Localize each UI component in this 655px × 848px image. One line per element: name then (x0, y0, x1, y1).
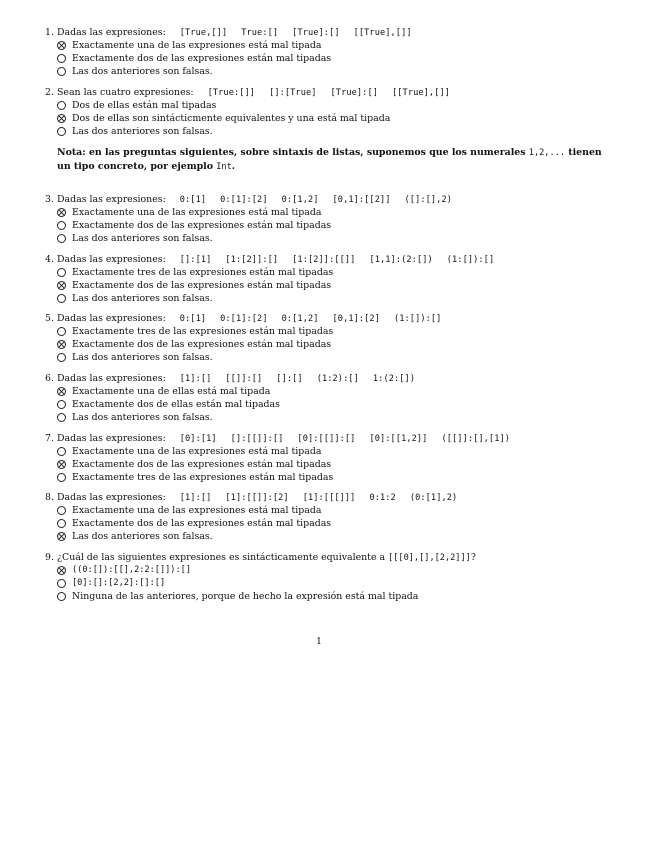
question-9 (45, 551, 625, 603)
answer-option-label: ((0:[]):[[],2:2:[]]):[] (72, 565, 191, 575)
expression: 0:[1]:[2] (220, 195, 268, 205)
expression: True:[] (241, 28, 279, 38)
question-text: Sean las cuatro expresiones: (57, 87, 194, 98)
expression: (1:[]):[] (393, 314, 442, 324)
answer-option[interactable] (45, 206, 625, 219)
answer-option[interactable] (45, 338, 625, 351)
answer-option[interactable] (45, 112, 625, 125)
question-5 (45, 312, 625, 364)
expression: [True:[]] (207, 88, 256, 98)
answer-option[interactable] (45, 517, 625, 530)
question-3 (45, 193, 625, 245)
radio-checked-icon[interactable] (57, 281, 66, 290)
answer-option-label: Las dos anteriores son falsas. (72, 233, 213, 244)
question-8 (45, 491, 625, 543)
question-6 (45, 372, 625, 424)
answer-option-label: Exactamente tres de las expresiones están mal tipadas (72, 267, 334, 278)
answer-option-label: Las dos anteriores son falsas. (72, 412, 213, 423)
note-type: Int (216, 162, 232, 172)
answer-option[interactable] (45, 471, 625, 484)
expression: ([]:[],2) (404, 195, 452, 205)
answer-option[interactable] (45, 99, 625, 112)
question-prompt (45, 253, 625, 266)
question-number: 3. (45, 194, 54, 205)
question-7 (45, 432, 625, 484)
answer-option-label: Exactamente dos de ellas están mal tipadas (72, 399, 280, 410)
radio-checked-icon[interactable] (57, 114, 66, 123)
expression: (1:[]):[] (446, 255, 495, 265)
radio-empty-icon[interactable] (57, 519, 66, 528)
answer-option[interactable] (45, 279, 625, 292)
answer-option-label: Exactamente dos de las expresiones están mal tipadas (72, 459, 332, 470)
expression: (0:[1],2) (409, 493, 458, 503)
radio-empty-icon[interactable] (57, 353, 66, 362)
answer-option[interactable] (45, 65, 625, 78)
radio-empty-icon[interactable] (57, 67, 66, 76)
answer-option[interactable] (45, 530, 625, 543)
answer-option[interactable] (45, 232, 625, 245)
expression: []:[1] (179, 255, 212, 265)
radio-empty-icon[interactable] (57, 294, 66, 303)
question-number: 2. (45, 87, 54, 98)
expression: []:[] (276, 374, 303, 384)
note-end: . (231, 161, 236, 172)
answer-option-label: Las dos anteriores son falsas. (72, 531, 213, 542)
radio-empty-icon[interactable] (57, 54, 66, 63)
question-4 (45, 253, 625, 305)
radio-empty-icon[interactable] (57, 101, 66, 110)
radio-empty-icon[interactable] (57, 413, 66, 422)
question-prompt (45, 432, 625, 445)
answer-option[interactable] (45, 266, 625, 279)
answer-option[interactable] (45, 39, 625, 52)
question-text: Dadas las expresiones: (57, 373, 166, 384)
answer-option-label: Exactamente dos de las expresiones están mal tipadas (72, 518, 332, 529)
page-number: 1 (316, 636, 322, 647)
answer-option[interactable] (45, 125, 625, 138)
radio-empty-icon[interactable] (57, 127, 66, 136)
question-text: Dadas las expresiones: (57, 313, 166, 324)
question-text: Dadas las expresiones: (57, 27, 166, 38)
answer-option-label: Las dos anteriores son falsas. (72, 293, 213, 304)
answer-option-label: Dos de ellas son sintácticmente equivalentes y una está mal tipada (72, 113, 391, 124)
question-text: Dadas las expresiones: (57, 433, 166, 444)
answer-option-label: Ninguna de las anteriores, porque de hecho la expresión está mal tipada (72, 591, 419, 602)
expression: [1]:[[]]:[2] (225, 493, 289, 503)
answer-option[interactable] (45, 292, 625, 305)
radio-empty-icon[interactable] (57, 327, 66, 336)
radio-empty-icon[interactable] (57, 221, 66, 230)
question-number: 1. (45, 27, 54, 38)
radio-checked-icon[interactable] (57, 387, 66, 396)
expression: [1]:[] (179, 493, 212, 503)
radio-empty-icon[interactable] (57, 268, 66, 277)
expression: 0:1:2 (369, 493, 396, 503)
question-number: 7. (45, 433, 54, 444)
answer-option[interactable] (45, 411, 625, 424)
expression: 0:[1] (179, 195, 207, 205)
answer-option[interactable] (45, 564, 625, 577)
answer-option[interactable] (45, 590, 625, 603)
answer-option-label: Las dos anteriores son falsas. (72, 126, 213, 137)
answer-option[interactable] (45, 504, 625, 517)
expression: [1:[2]]:[] (225, 255, 279, 265)
expression: [[True],[]] (392, 88, 451, 98)
answer-option-label: Exactamente tres de las expresiones están mal tipadas (72, 326, 334, 337)
answer-option-label: Exactamente dos de las expresiones están mal tipadas (72, 220, 332, 231)
expression: [1]:[[[]]] (302, 493, 356, 503)
expression: [0]:[[1,2]] (369, 434, 428, 444)
answer-option-label: Exactamente dos de las expresiones están mal tipadas (72, 339, 332, 350)
radio-empty-icon[interactable] (57, 234, 66, 243)
answer-option-label: Dos de ellas están mal tipadas (72, 100, 217, 111)
expression: 0:[1,2] (281, 195, 319, 205)
expression: [True]:[] (292, 28, 340, 38)
question-prompt (45, 193, 625, 206)
answer-option-label: Las dos anteriores son falsas. (72, 66, 213, 77)
radio-empty-icon[interactable] (57, 473, 66, 482)
answer-option[interactable] (45, 577, 625, 590)
question-prompt (45, 86, 625, 99)
note-text-2: tienen un tipo concreto, por ejemplo (57, 147, 602, 172)
answer-option-label: Exactamente dos de las expresiones están mal tipadas (72, 53, 332, 64)
radio-checked-icon[interactable] (57, 340, 66, 349)
expression: 1:(2:[]) (372, 374, 416, 384)
expression: []:[[]]:[] (230, 434, 284, 444)
radio-empty-icon[interactable] (57, 400, 66, 409)
answer-option-label: Exactamente una de las expresiones está mal tipada (72, 446, 322, 457)
expression: 0:[1]:[2] (220, 314, 268, 324)
answer-option[interactable] (45, 325, 625, 338)
question-prompt (45, 312, 625, 325)
question-prompt (45, 491, 625, 504)
question-2 (45, 86, 625, 138)
radio-checked-icon[interactable] (57, 566, 66, 575)
question-text-end: ? (470, 552, 476, 563)
question-prompt (45, 372, 625, 385)
expression: (1:2):[] (316, 374, 359, 384)
answer-option-label: Las dos anteriores son falsas. (72, 352, 213, 363)
expression: [0]:[[]]:[] (297, 434, 356, 444)
answer-option[interactable] (45, 445, 625, 458)
expression: [1:[2]]:[[]] (292, 255, 356, 265)
question-number: 9. (45, 552, 54, 563)
question-text: Dadas las expresiones: (57, 254, 166, 265)
answer-option-label: Exactamente una de las expresiones está mal tipada (72, 40, 322, 51)
radio-empty-icon[interactable] (57, 506, 66, 515)
question-number: 8. (45, 492, 54, 503)
answer-option[interactable] (45, 219, 625, 232)
question-text: Dadas las expresiones: (57, 492, 166, 503)
question-1 (45, 26, 625, 78)
radio-empty-icon[interactable] (57, 579, 66, 588)
answer-option-label: Exactamente tres de las expresiones están mal tipadas (72, 472, 334, 483)
expression: 0:[1] (179, 314, 207, 324)
note-numerals: 1,2,... (528, 148, 565, 158)
question-text: Dadas las expresiones: (57, 194, 166, 205)
question-prompt (45, 26, 625, 39)
answer-option[interactable] (45, 458, 625, 471)
answer-option[interactable] (45, 351, 625, 364)
answer-option-label: Exactamente una de las expresiones está mal tipada (72, 505, 322, 516)
expression: [1,1]:(2:[]) (369, 255, 433, 265)
note-paragraph (57, 146, 617, 174)
expression: [0,1]:[[2]] (332, 195, 391, 205)
expression: 0:[1,2] (281, 314, 319, 324)
answer-option-label: Exactamente una de ellas está mal tipada (72, 386, 271, 397)
answer-option-label: Exactamente dos de las expresiones están mal tipadas (72, 280, 332, 291)
radio-checked-icon[interactable] (57, 208, 66, 217)
radio-checked-icon[interactable] (57, 460, 66, 469)
radio-empty-icon[interactable] (57, 447, 66, 456)
expression: [[]]:[] (225, 374, 263, 384)
expression: [True]:[] (330, 88, 378, 98)
question-number: 5. (45, 313, 54, 324)
note-text: Nota: en las preguntas siguientes, sobre sintaxis de listas, suponemos que los numerales (57, 147, 526, 158)
answer-option[interactable] (45, 385, 625, 398)
radio-empty-icon[interactable] (57, 592, 66, 601)
expression: [0,1]:[2] (332, 314, 380, 324)
question-number: 6. (45, 373, 54, 384)
radio-checked-icon[interactable] (57, 41, 66, 50)
radio-checked-icon[interactable] (57, 532, 66, 541)
answer-option-label: Exactamente una de las expresiones está mal tipada (72, 207, 322, 218)
question-text: ¿Cuál de las siguientes expresiones es sintácticamente equivalente a (57, 552, 386, 563)
expression: []:[True] (269, 88, 317, 98)
question-number: 4. (45, 254, 54, 265)
expression: [0]:[1] (179, 434, 217, 444)
question-prompt (45, 551, 625, 564)
answer-option-label: [0]:[]:[2,2]:[]:[] (72, 578, 166, 588)
answer-option[interactable] (45, 398, 625, 411)
answer-option[interactable] (45, 52, 625, 65)
expression: [True,[]] (179, 28, 228, 38)
expression: ([[]]:[],[1]) (441, 434, 511, 444)
question-inline-expression: [[[0],[],[2,2]]] (388, 553, 471, 563)
expression: [[True],[]] (353, 28, 412, 38)
expression: [1]:[] (179, 374, 212, 384)
